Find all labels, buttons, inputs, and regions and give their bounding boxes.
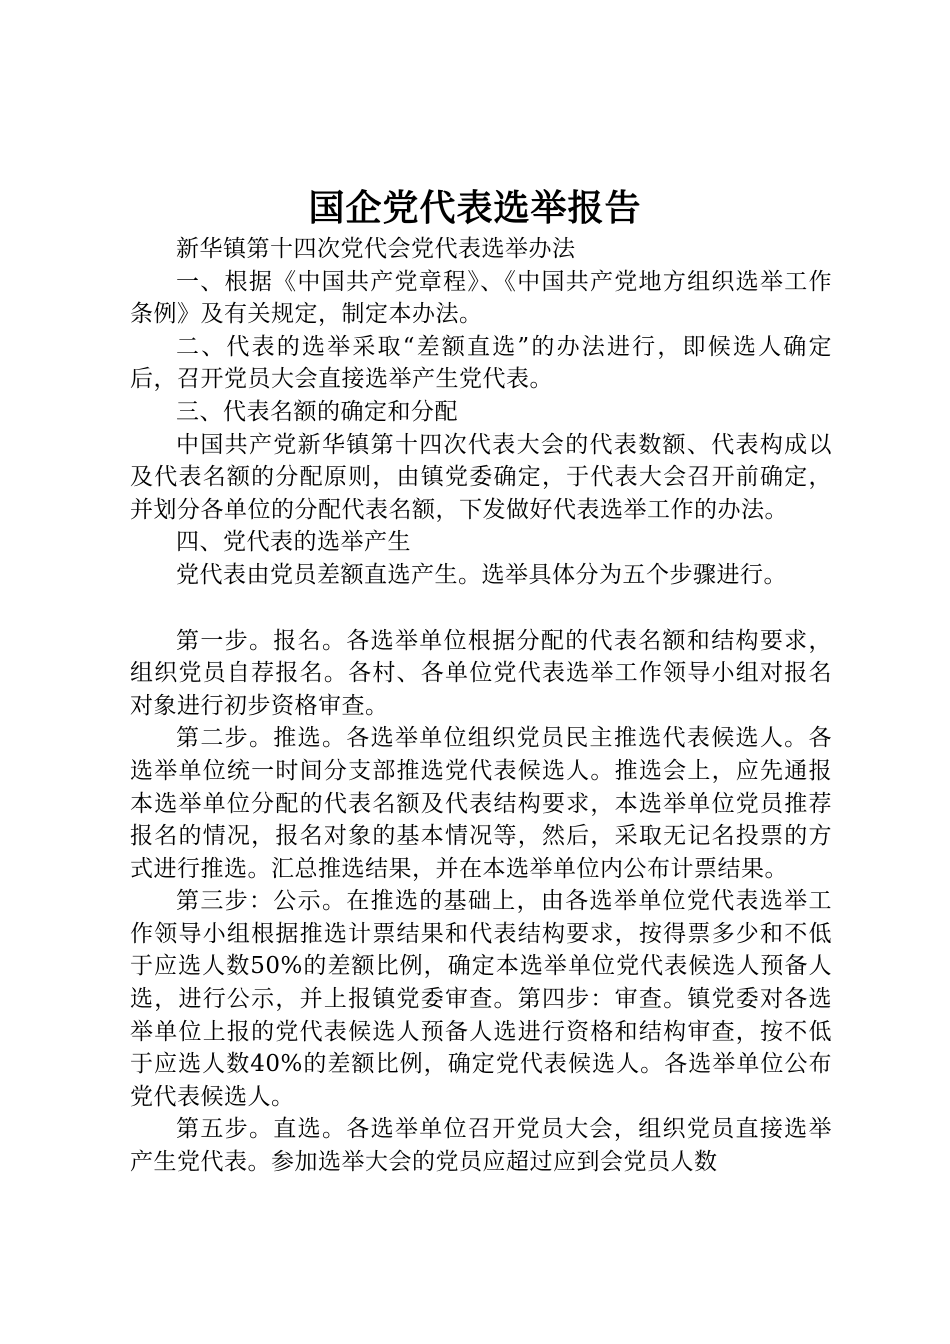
- paragraph-spacer: [130, 592, 832, 625]
- paragraph-step-5: 第五步。直选。各选举单位召开党员大会，组织党员直接选举产生党代表。参加选举大会的党员应超过应到会党员人数: [130, 1116, 832, 1176]
- paragraph-subtitle: 新华镇第十四次党代会党代表选举办法: [176, 236, 576, 262]
- paragraph-article-4-heading: 四、党代表的选举产生: [176, 529, 411, 556]
- paragraph-article-1: 一、根据《中国共产党章程》、《中国共产党地方组织选举工作条例》及有关规定，制定本办法。: [130, 268, 832, 328]
- paragraph-step-3-4: 第三步：公示。在推选的基础上，由各选举单位党代表选举工作领导小组根据推选计票结果和代表结构要求，按得票多少和不低于应选人数50%的差额比例，确定本选举单位党代表候选人预备人选，进行公示，并上报镇党委审查。第四步：审查。镇党委对各选举单位上报的党代表候选人预备人选进行资格和结构审查，按不低于应选人数40%的差额比例，确定党代表候选人。各选举单位公布党代表候选人。: [130, 888, 832, 1110]
- paragraph-step-2: 第二步。推选。各选举单位组织党员民主推选代表候选人。各选举单位统一时间分支部推选党代表候选人。推选会上，应先通报本选举单位分配的代表名额及代表结构要求，本选举单位党员推荐报名的情况，报名对象的基本情况等，然后，采取无记名投票的方式进行推选。汇总推选结果，并在本选举单位内公布计票结果。: [130, 725, 832, 882]
- paragraph-article-4-body: 党代表由党员差额直选产生。选举具体分为五个步骤进行。: [176, 561, 787, 588]
- paragraph-step-1: 第一步。报名。各选举单位根据分配的代表名额和结构要求，组织党员自荐报名。各村、各单位党代表选举工作领导小组对报名对象进行初步资格审查。: [130, 627, 832, 719]
- paragraph-article-3-body: 中国共产党新华镇第十四次代表大会的代表数额、代表构成以及代表名额的分配原则，由镇党委确定，于代表大会召开前确定，并划分各单位的分配代表名额，下发做好代表选举工作的办法。: [130, 431, 832, 523]
- paragraph-article-2: 二、代表的选举采取“差额直选”的办法进行，即候选人确定后，召开党员大会直接选举产生党代表。: [130, 333, 832, 393]
- document-title: 国企党代表选举报告: [308, 187, 642, 229]
- paragraph-article-3-heading: 三、代表名额的确定和分配: [176, 398, 458, 425]
- document-body: [130, 233, 832, 1179]
